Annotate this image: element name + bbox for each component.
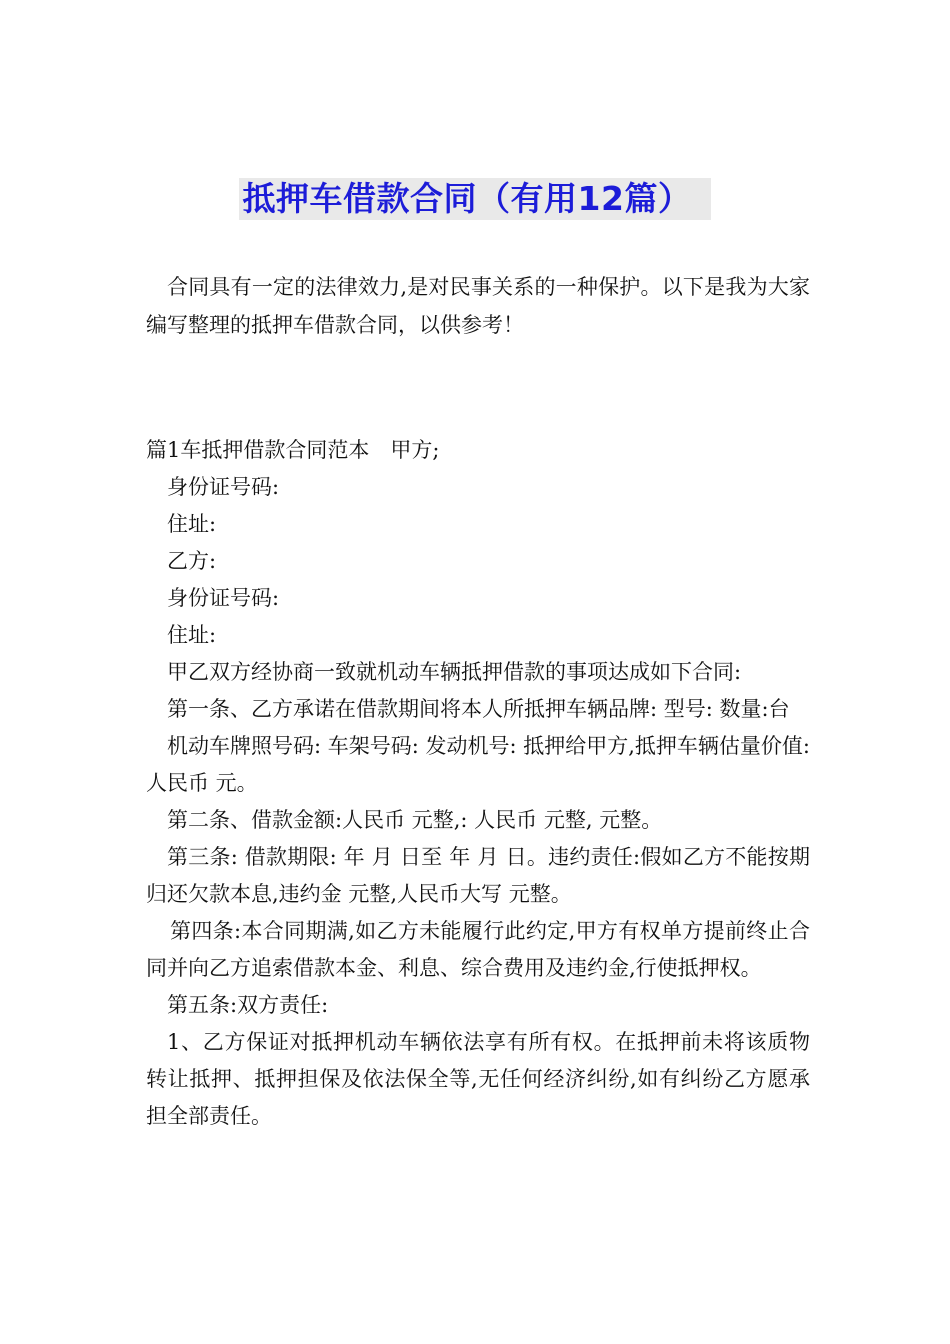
paragraph: 甲乙双方经协商一致就机动车辆抵押借款的事项达成如下合同: bbox=[167, 660, 742, 684]
section-heading: 篇1车抵押借款合同范本 甲方; bbox=[146, 438, 440, 462]
paragraph: 住址: bbox=[167, 623, 217, 647]
paragraph: 身份证号码: bbox=[167, 475, 280, 499]
article-4: 第四条:本合同期满,如乙方未能履行此约定,甲方有权单方提前终止合同并向乙方追索借款本金、利息、综合费用及违约金,行使抵押权。 bbox=[146, 919, 810, 980]
title-container bbox=[0, 178, 950, 220]
paragraph: 乙方: bbox=[167, 549, 217, 573]
article-1: 第一条、乙方承诺在借款期间将本人所抵押车辆品牌: 型号: 数量:台 bbox=[167, 697, 790, 721]
article-2: 第二条、借款金额:人民币 元整,: 人民币 元整, 元整。 bbox=[167, 808, 663, 832]
intro-paragraph: 合同具有一定的法律效力,是对民事关系的一种保护。以下是我为大家编写整理的抵押车借款合同，以供参考！ bbox=[146, 275, 810, 337]
article-5: 第五条:双方责任: bbox=[167, 993, 329, 1017]
paragraph: 住址: bbox=[167, 512, 217, 536]
article-3: 第三条: 借款期限: 年 月 日至 年 月 日。违约责任:假如乙方不能按期归还欠款本息,违约金 元整,人民币大写 元整。 bbox=[146, 845, 810, 906]
paragraph: 身份证号码: bbox=[167, 586, 280, 610]
paragraph: 机动车牌照号码: 车架号码: 发动机号: 抵押给甲方,抵押车辆估量价值:人民币 元。 bbox=[146, 734, 810, 795]
spacer bbox=[146, 344, 810, 432]
document-title: 抵押车借款合同（有用12篇） bbox=[239, 178, 712, 220]
clause-1: 1、乙方保证对抵押机动车辆依法享有所有权。在抵押前未将该质物转让抵押、抵押担保及依法保全等,无任何经济纠纷,如有纠纷乙方愿承担全部责任。 bbox=[146, 1030, 810, 1128]
document-body bbox=[146, 268, 810, 1135]
